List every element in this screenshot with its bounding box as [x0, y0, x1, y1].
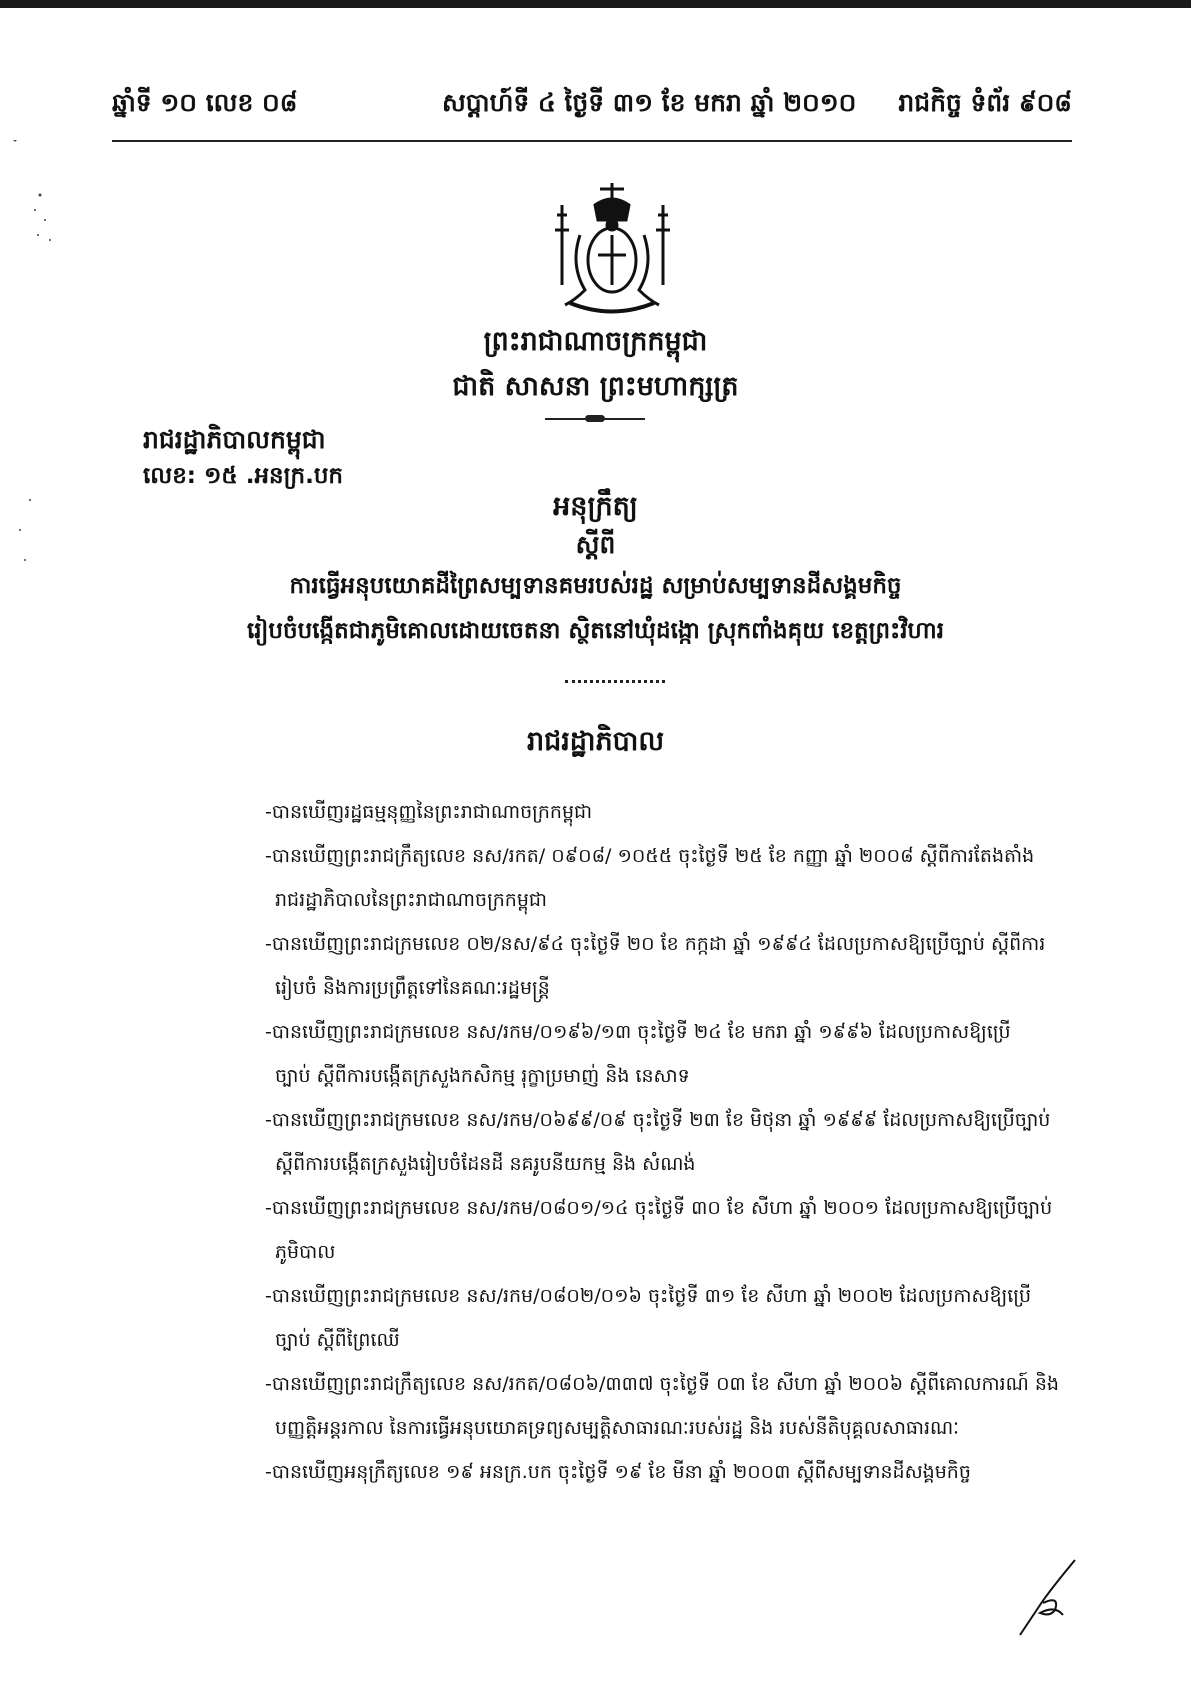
- kingdom-name: ព្រះរាជាណាចក្រកម្ពុជា: [483, 326, 708, 357]
- royal-arms-emblem-icon: [540, 175, 685, 320]
- scan-top-edge: [0, 0, 1191, 8]
- item-text: -បានឃើញព្រះរាជក្រមលេខ ០២/នស/៩៤ ចុះថ្ងៃទី ២០ ខែ កក្កដា ឆ្នាំ ១៩៩៤ ដែលប្រកាសឱ្យប្រើច្បាប់ ស្តីពីការ: [265, 933, 1046, 955]
- list-item: [265, 1274, 1075, 1362]
- document-number: លេខ: ១៥ .អនក្រ.បក: [143, 463, 344, 489]
- list-item: [265, 922, 1075, 1010]
- national-motto: ជាតិ សាសនា ព្រះមហាក្សត្រ: [452, 371, 739, 402]
- header-date: សប្តាហ៍ទី ៤ ថ្ងៃទី ៣១ ខែ មករា ឆ្នាំ ២០១០: [442, 88, 857, 117]
- item-continuation: រៀបចំ និងការប្រព្រឹត្តទៅនៃគណៈរដ្ឋមន្ត្រី: [275, 977, 550, 999]
- list-item: [265, 790, 1075, 834]
- item-text: -បានឃើញព្រះរាជក្រឹត្យលេខ នស/រកត/០៨០៦/៣៣៧ ចុះថ្ងៃទី ០៣ ខែ សីហា ឆ្នាំ ២០០៦ ស្តីពីគោលការណ៍ និង: [265, 1373, 1059, 1395]
- item-text: -បានឃើញព្រះរាជក្រឹត្យលេខ នស/រកត/ ០៩០៨/ ១០៥៥ ចុះថ្ងៃទី ២៥ ខែ កញ្ញា ឆ្នាំ ២០០៨ ស្តីពីការតែងតាំង: [265, 845, 1035, 867]
- item-continuation: ច្បាប់ ស្តីពីព្រៃឈើ: [275, 1329, 400, 1351]
- list-item: [265, 1098, 1075, 1186]
- item-text: -បានឃើញព្រះរាជក្រមលេខ នស/រកម/០១៩៦/១៣ ចុះថ្ងៃទី ២៤ ខែ មករា ឆ្នាំ ១៩៩៦ ដែលប្រកាសឱ្យប្រើ: [265, 1021, 1011, 1043]
- initial-signature-icon: [1005, 1555, 1085, 1640]
- government-heading: រាជរដ្ឋាភិបាល: [526, 726, 665, 757]
- title-divider: [565, 680, 665, 683]
- list-item: [265, 1450, 1075, 1494]
- item-text: -បានឃើញព្រះរាជក្រមលេខ នស/រកម/០៨០២/០១៦ ចុះថ្ងៃទី ៣១ ខែ សីហា ឆ្នាំ ២០០២ ដែលប្រកាសឱ្យប្រើ: [265, 1285, 1032, 1307]
- issuing-government: រាជរដ្ឋាភិបាលកម្ពុជា: [143, 425, 326, 454]
- list-item: [265, 1010, 1075, 1098]
- list-item: [265, 1186, 1075, 1274]
- item-text: -បានឃើញអនុក្រឹត្យលេខ ១៩ អនក្រ.បក ចុះថ្ងៃទី ១៩ ខែ មីនា ឆ្នាំ ២០០៣ ស្តីពីសម្បទានដីសង្គមកិច្ច: [265, 1461, 971, 1483]
- item-continuation: ស្តីពីការបង្កើតក្រសួងរៀបចំដែនដី នគរូបនីយកម្ម និង សំណង់: [275, 1153, 696, 1175]
- header-issue: ឆ្នាំទី ១០ លេខ ០៨: [112, 88, 298, 117]
- header-page: រាជកិច្ច ទំព័រ ៩០៨: [898, 88, 1072, 117]
- item-continuation: រាជរដ្ឋាភិបាលនៃព្រះរាជាណាចក្រកម្ពុជា: [275, 889, 548, 911]
- document-about: ស្តីពី: [575, 530, 616, 559]
- document-title-line-2: រៀបចំបង្កើតជាភូមិគោលដោយចេតនា ស្ថិតនៅឃុំដង្កោ ស្រុកពាំងគុយ ខេត្តព្រះវិហារ: [246, 618, 945, 644]
- document-title-line-1: ការធ្វើអនុបយោគដីព្រៃសម្បទានគមរបស់រដ្ឋ សម្រាប់សម្បទានដីសង្គមកិច្ច: [289, 573, 902, 599]
- item-continuation: ភូមិបាល: [275, 1241, 336, 1263]
- item-text: -បានឃើញរដ្ឋធម្មនុញ្ញនៃព្រះរាជាណាចក្រកម្ពុជា: [265, 801, 593, 823]
- motto-divider: [545, 418, 645, 420]
- item-text: -បានឃើញព្រះរាជក្រមលេខ នស/រកម/០៨០១/១៤ ចុះថ្ងៃទី ៣០ ខែ សីហា ឆ្នាំ ២០០១ ដែលប្រកាសឱ្យប្រើច្បាប់: [265, 1197, 1053, 1219]
- item-continuation: បញ្ញត្តិអន្តរកាល នៃការធ្វើអនុបយោគទ្រព្យសម្បត្តិសាធារណៈរបស់រដ្ឋ និង របស់នីតិបុគ្គលសាធារណៈ: [275, 1417, 960, 1439]
- list-item: [265, 1362, 1075, 1450]
- preamble-list: [265, 790, 1075, 1494]
- document-type: អនុក្រឹត្យ: [553, 491, 638, 522]
- list-item: [265, 834, 1075, 922]
- header-divider: [112, 140, 1072, 142]
- gazette-header: [112, 88, 1072, 128]
- scan-margin-specks: [10, 140, 70, 640]
- item-continuation: ច្បាប់ ស្តីពីការបង្កើតក្រសួងកសិកម្ម រុក្ខាប្រមាញ់ និង នេសាទ: [275, 1065, 690, 1087]
- item-text: -បានឃើញព្រះរាជក្រមលេខ នស/រកម/០៦៩៩/០៩ ចុះថ្ងៃទី ២៣ ខែ មិថុនា ឆ្នាំ ១៩៩៩ ដែលប្រកាសឱ្យប្រើច្បាប់: [265, 1109, 1051, 1131]
